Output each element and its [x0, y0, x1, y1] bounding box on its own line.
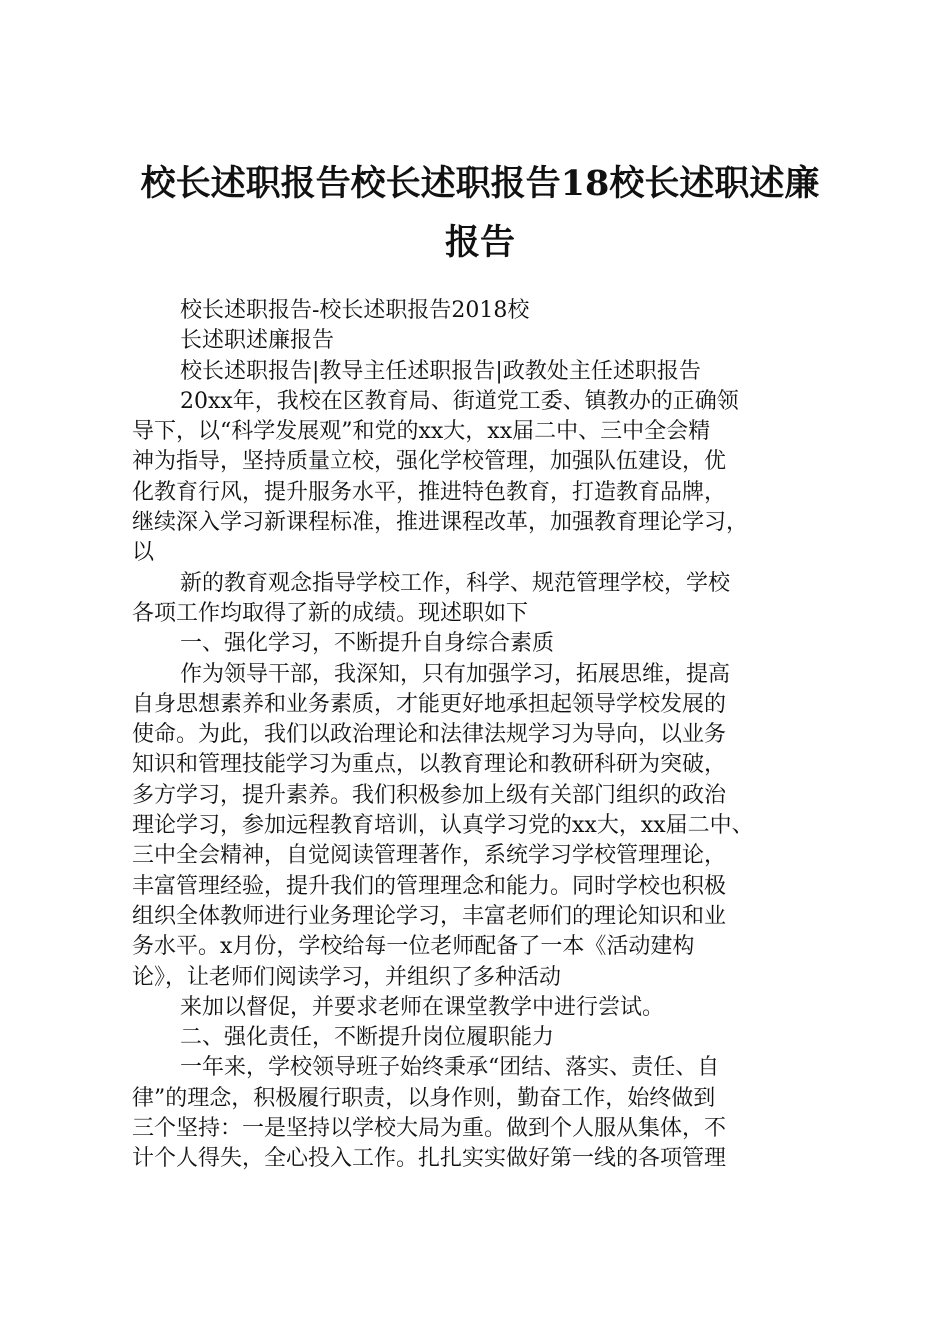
body-line: 来加以督促，并要求老师在课堂教学中进行尝试。: [180, 994, 665, 1020]
body-line: 组织全体教师进行业务理论学习，丰富老师们的理论知识和业: [132, 903, 727, 929]
document-body: [132, 296, 832, 1175]
body-line: 丰富管理经验，提升我们的管理理念和能力。同时学校也积极: [132, 873, 727, 899]
document-title-line-2: 报告: [444, 222, 515, 263]
body-line: 一年来，学校领导班子始终秉承“团结、落实、责任、自: [180, 1055, 720, 1081]
body-line: 20xx年，我校在区教育局、街道党工委、镇教办的正确领: [180, 388, 739, 414]
body-line: 律”的理念，积极履行职责，以身作则，勤奋工作，始终做到: [132, 1085, 716, 1111]
body-line: 校长述职报告|教导主任述职报告|政教处主任述职报告: [180, 358, 701, 384]
body-line: 二、强化责任，不断提升岗位履职能力: [180, 1025, 555, 1051]
body-line: 导下，以“科学发展观”和党的xx大，xx届二中、三中全会精: [132, 419, 711, 445]
body-line: 作为领导干部，我深知，只有加强学习，拓展思维，提高: [180, 661, 731, 687]
body-line: 务水平。x月份，学校给每一位老师配备了一本《活动建构: [132, 934, 695, 960]
body-line: 长述职述廉报告: [180, 328, 335, 354]
body-line: 计个人得失，全心投入工作。扎扎实实做好第一线的各项管理: [132, 1146, 727, 1172]
body-line: 理论学习，参加远程教育培训，认真学习党的xx大，xx届二中、: [132, 813, 754, 839]
body-line: 神为指导，坚持质量立校，强化学校管理，加强队伍建设，优: [132, 449, 727, 475]
body-line: 论》，让老师们阅读学习，并组织了多种活动: [132, 964, 562, 990]
body-line: 以: [132, 540, 155, 566]
document-title-line-1: 校长述职报告校长述职报告18校长述职述廉: [140, 163, 820, 204]
body-line: 继续深入学习新课程标准，推进课程改革，加强教育理论学习，: [132, 510, 749, 536]
body-line: 各项工作均取得了新的成绩。现述职如下: [132, 600, 529, 626]
body-line: 三中全会精神，自觉阅读管理著作，系统学习学校管理理论，: [132, 843, 727, 869]
body-line: 三个坚持：一是坚持以学校大局为重。做到个人服从集体，不: [132, 1116, 727, 1142]
body-line: 一、强化学习，不断提升自身综合素质: [180, 631, 555, 657]
body-line: 使命。为此，我们以政治理论和法律法规学习为导向，以业务: [132, 722, 727, 748]
body-line: 校长述职报告-校长述职报告2018校: [180, 298, 530, 323]
body-line: 化教育行风，提升服务水平，推进特色教育，打造教育品牌，: [132, 479, 727, 505]
body-line: 多方学习，提升素养。我们积极参加上级有关部门组织的政治: [132, 782, 727, 808]
body-line: 自身思想素养和业务素质，才能更好地承担起领导学校发展的: [132, 691, 727, 717]
body-line: 知识和管理技能学习为重点，以教育理论和教研科研为突破，: [132, 752, 727, 778]
body-line: 新的教育观念指导学校工作，科学、规范管理学校，学校: [180, 570, 731, 596]
